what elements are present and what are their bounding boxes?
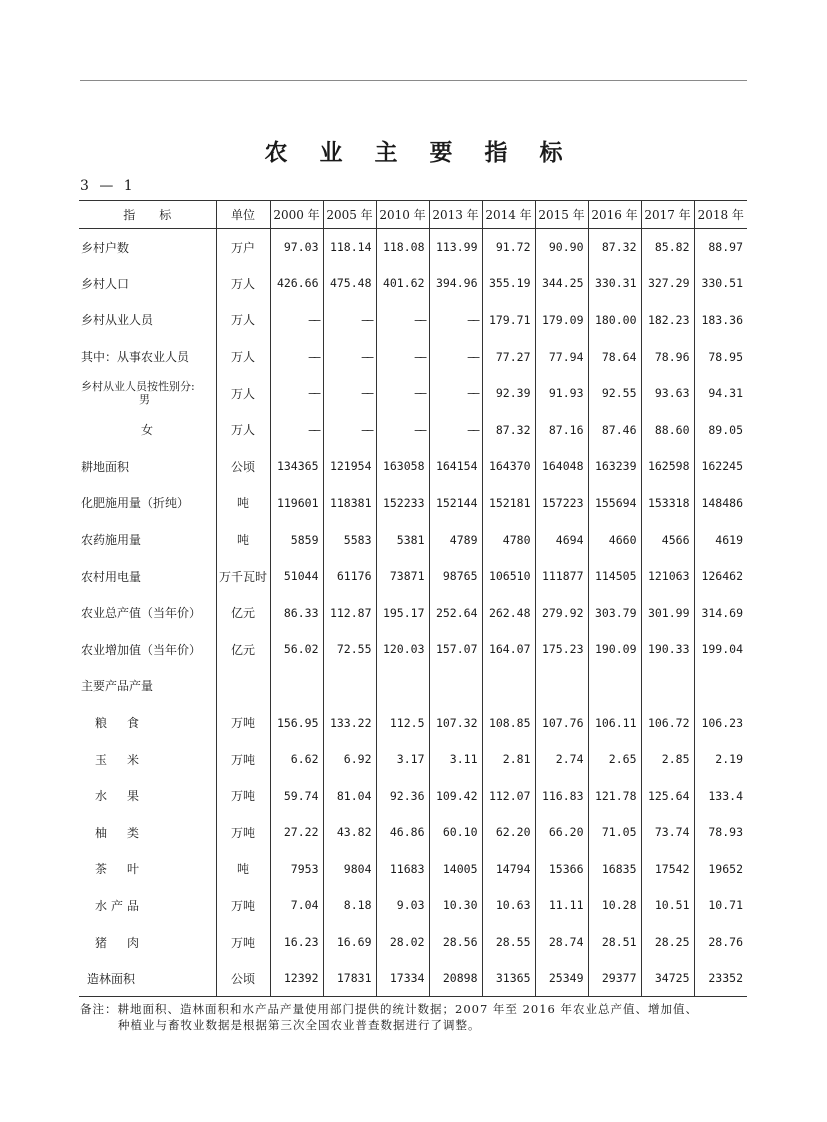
row-unit: 公顷 — [216, 448, 270, 485]
row-value: 125.64 — [641, 777, 694, 814]
footnote-line-2: 种植业与畜牧业数据是根据第三次全国农业普查数据进行了调整。 — [118, 1018, 481, 1032]
header-year: 2010 年 — [376, 201, 429, 229]
row-value: 314.69 — [694, 594, 747, 631]
table-row — [79, 338, 747, 375]
row-value: 2.65 — [588, 741, 641, 778]
row-value: 303.79 — [588, 594, 641, 631]
row-value: 87.46 — [588, 411, 641, 448]
row-value: 118.08 — [376, 229, 429, 266]
table-row — [79, 814, 747, 851]
row-value: 71.05 — [588, 814, 641, 851]
row-value: 112.5 — [376, 704, 429, 741]
row-value: 190.09 — [588, 631, 641, 668]
row-value — [641, 668, 694, 705]
row-unit — [216, 668, 270, 705]
row-value: 12392 — [270, 960, 323, 997]
row-unit: 万人 — [216, 375, 270, 412]
row-indicator: 粮 食 — [95, 716, 144, 731]
row-value: 164.07 — [482, 631, 535, 668]
row-indicator: 农业总产值（当年价） — [81, 606, 202, 621]
table-header-row — [79, 201, 747, 229]
table-row — [79, 558, 747, 595]
row-value: 28.74 — [535, 924, 588, 961]
row-value: 475.48 — [323, 265, 376, 302]
row-unit: 万人 — [216, 411, 270, 448]
row-value: 106510 — [482, 558, 535, 595]
row-value: 108.85 — [482, 704, 535, 741]
row-value: 78.64 — [588, 338, 641, 375]
row-value — [376, 668, 429, 705]
row-value: 163058 — [376, 448, 429, 485]
table-row — [79, 448, 747, 485]
row-value: 3.11 — [429, 741, 482, 778]
row-value: —— — [376, 338, 429, 375]
row-value: 119601 — [270, 485, 323, 522]
row-value: 179.09 — [535, 302, 588, 339]
row-value: 156.95 — [270, 704, 323, 741]
row-value: 17831 — [323, 960, 376, 997]
row-value: 301.99 — [641, 594, 694, 631]
row-value: 112.07 — [482, 777, 535, 814]
table-number: 3 — 1 — [80, 178, 136, 194]
row-value: 344.25 — [535, 265, 588, 302]
row-value: 152233 — [376, 485, 429, 522]
row-unit: 吨 — [216, 485, 270, 522]
row-value: 16835 — [588, 851, 641, 888]
row-value: 9.03 — [376, 887, 429, 924]
row-indicator: 耕地面积 — [81, 459, 130, 474]
row-value: 16.69 — [323, 924, 376, 961]
row-value: 86.33 — [270, 594, 323, 631]
row-value: 401.62 — [376, 265, 429, 302]
row-indicator: 造林面积 — [79, 960, 216, 997]
row-unit: 万吨 — [216, 887, 270, 924]
row-value: 121063 — [641, 558, 694, 595]
row-value: 133.22 — [323, 704, 376, 741]
row-value: 77.94 — [535, 338, 588, 375]
row-value: 9804 — [323, 851, 376, 888]
row-value — [323, 668, 376, 705]
row-indicator — [79, 375, 216, 412]
row-indicator-line-1: 乡村从业人员按性别分: — [81, 380, 195, 394]
row-indicator: 乡村人口 — [81, 276, 130, 291]
row-value: 195.17 — [376, 594, 429, 631]
row-value: 118.14 — [323, 229, 376, 266]
row-value: 330.51 — [694, 265, 747, 302]
row-value: 2.81 — [482, 741, 535, 778]
row-value: —— — [323, 338, 376, 375]
row-value: 134365 — [270, 448, 323, 485]
row-value: 126462 — [694, 558, 747, 595]
row-value: —— — [270, 375, 323, 412]
row-value: 56.02 — [270, 631, 323, 668]
row-value: 5583 — [323, 521, 376, 558]
row-value: 327.29 — [641, 265, 694, 302]
row-value: 43.82 — [323, 814, 376, 851]
row-value: 133.4 — [694, 777, 747, 814]
row-indicator: 化肥施用量（折纯） — [81, 496, 190, 511]
row-value: 121.78 — [588, 777, 641, 814]
row-value: 81.04 — [323, 777, 376, 814]
row-value: —— — [376, 375, 429, 412]
row-value: 90.90 — [535, 229, 588, 266]
row-value: 106.23 — [694, 704, 747, 741]
footnote-line-1: 备注：耕地面积、造林面积和水产品产量使用部门提供的统计数据；2007 年至 2016 年农业总产值、增加值、 — [80, 1002, 698, 1016]
page-title: 农 业 主 要 指 标 — [264, 140, 575, 166]
row-value: 17334 — [376, 960, 429, 997]
table-row — [79, 631, 747, 668]
row-value: 61176 — [323, 558, 376, 595]
row-value: 179.71 — [482, 302, 535, 339]
row-value: 157.07 — [429, 631, 482, 668]
row-value: —— — [429, 375, 482, 412]
row-value: —— — [270, 302, 323, 339]
table-row — [79, 704, 747, 741]
row-value: 88.97 — [694, 229, 747, 266]
row-value: 85.82 — [641, 229, 694, 266]
row-indicator: 水产品 — [95, 898, 144, 913]
table-row — [79, 777, 747, 814]
row-value: 148486 — [694, 485, 747, 522]
row-unit: 万吨 — [216, 704, 270, 741]
row-value: 73871 — [376, 558, 429, 595]
row-value: 164154 — [429, 448, 482, 485]
row-value: —— — [270, 338, 323, 375]
row-value: 28.56 — [429, 924, 482, 961]
row-indicator-line-2: 男 — [139, 393, 150, 407]
row-value: 152181 — [482, 485, 535, 522]
row-value: 51044 — [270, 558, 323, 595]
row-value: 28.76 — [694, 924, 747, 961]
row-value: 252.64 — [429, 594, 482, 631]
row-value: 111877 — [535, 558, 588, 595]
row-value: 77.27 — [482, 338, 535, 375]
row-indicator: 茶 叶 — [95, 862, 144, 877]
row-unit: 亿元 — [216, 631, 270, 668]
row-value: —— — [323, 411, 376, 448]
row-value: 162245 — [694, 448, 747, 485]
row-indicator: 水 果 — [95, 789, 144, 804]
row-value: 121954 — [323, 448, 376, 485]
row-value: 28.25 — [641, 924, 694, 961]
row-value: 34725 — [641, 960, 694, 997]
header-year: 2016 年 — [588, 201, 641, 229]
row-value: 92.36 — [376, 777, 429, 814]
row-unit: 吨 — [216, 851, 270, 888]
row-value: 87.32 — [482, 411, 535, 448]
row-value: 355.19 — [482, 265, 535, 302]
row-value: 11.11 — [535, 887, 588, 924]
row-value: 28.55 — [482, 924, 535, 961]
row-unit: 万人 — [216, 338, 270, 375]
row-unit: 万吨 — [216, 741, 270, 778]
table-row — [79, 411, 747, 448]
row-value: 153318 — [641, 485, 694, 522]
row-unit: 吨 — [216, 521, 270, 558]
row-value: 426.66 — [270, 265, 323, 302]
row-value: 4566 — [641, 521, 694, 558]
header-year: 2005 年 — [323, 201, 376, 229]
header-year: 2013 年 — [429, 201, 482, 229]
row-value — [694, 668, 747, 705]
row-value — [429, 668, 482, 705]
row-value: 19652 — [694, 851, 747, 888]
row-unit: 万户 — [216, 229, 270, 266]
row-value: 17542 — [641, 851, 694, 888]
row-indicator: 农药施用量 — [81, 533, 142, 548]
row-value: 87.32 — [588, 229, 641, 266]
row-value: 7953 — [270, 851, 323, 888]
row-unit: 万人 — [216, 265, 270, 302]
row-value: —— — [376, 411, 429, 448]
row-value: 162598 — [641, 448, 694, 485]
row-value: —— — [323, 375, 376, 412]
row-value: 3.17 — [376, 741, 429, 778]
row-indicator: 女 — [141, 423, 154, 438]
row-value: 62.20 — [482, 814, 535, 851]
row-value: 91.72 — [482, 229, 535, 266]
row-value: —— — [323, 302, 376, 339]
row-unit: 万吨 — [216, 777, 270, 814]
row-value: 8.18 — [323, 887, 376, 924]
row-indicator: 其中：从事农业人员 — [81, 350, 190, 365]
row-value: 106.11 — [588, 704, 641, 741]
row-value: 20898 — [429, 960, 482, 997]
row-value: 10.28 — [588, 887, 641, 924]
row-value: 279.92 — [535, 594, 588, 631]
row-value: 183.36 — [694, 302, 747, 339]
row-value: 94.31 — [694, 375, 747, 412]
row-value: 89.05 — [694, 411, 747, 448]
table-row — [79, 229, 747, 266]
row-value: 16.23 — [270, 924, 323, 961]
row-value: 112.87 — [323, 594, 376, 631]
row-indicator: 农业增加值（当年价） — [81, 642, 202, 657]
row-value: —— — [376, 302, 429, 339]
row-value: 10.51 — [641, 887, 694, 924]
row-value: 4780 — [482, 521, 535, 558]
row-value: 66.20 — [535, 814, 588, 851]
row-unit: 亿元 — [216, 594, 270, 631]
row-value: 78.96 — [641, 338, 694, 375]
row-value — [535, 668, 588, 705]
row-value — [482, 668, 535, 705]
row-value: 4660 — [588, 521, 641, 558]
row-indicator: 猪 肉 — [95, 935, 144, 950]
table-row — [79, 960, 747, 997]
table-row — [79, 375, 747, 412]
row-value: 92.55 — [588, 375, 641, 412]
row-value: 27.22 — [270, 814, 323, 851]
row-value: 46.86 — [376, 814, 429, 851]
row-value: 10.30 — [429, 887, 482, 924]
table-row — [79, 851, 747, 888]
row-value: 15366 — [535, 851, 588, 888]
row-value: 2.85 — [641, 741, 694, 778]
row-value: 5859 — [270, 521, 323, 558]
row-value: 182.23 — [641, 302, 694, 339]
row-value: 2.19 — [694, 741, 747, 778]
row-value: 14005 — [429, 851, 482, 888]
row-value: 190.33 — [641, 631, 694, 668]
table-row — [79, 265, 747, 302]
row-value: 330.31 — [588, 265, 641, 302]
top-rule — [80, 80, 747, 81]
row-value: 4789 — [429, 521, 482, 558]
row-indicator: 农村用电量 — [81, 569, 142, 584]
row-value: 93.63 — [641, 375, 694, 412]
row-value: 11683 — [376, 851, 429, 888]
row-value: 60.10 — [429, 814, 482, 851]
header-year: 2000 年 — [270, 201, 323, 229]
row-value: 262.48 — [482, 594, 535, 631]
table-row — [79, 924, 747, 961]
row-value: 10.71 — [694, 887, 747, 924]
row-indicator: 乡村从业人员 — [81, 313, 154, 328]
row-value: 157223 — [535, 485, 588, 522]
row-value: 164370 — [482, 448, 535, 485]
table-row — [79, 741, 747, 778]
row-unit: 万吨 — [216, 814, 270, 851]
row-value — [270, 668, 323, 705]
table-row — [79, 485, 747, 522]
row-value: 72.55 — [323, 631, 376, 668]
row-value: 59.74 — [270, 777, 323, 814]
row-value: 113.99 — [429, 229, 482, 266]
row-value: 25349 — [535, 960, 588, 997]
table-row — [79, 668, 747, 705]
row-value: 4694 — [535, 521, 588, 558]
row-value: 73.74 — [641, 814, 694, 851]
row-unit: 万千瓦时 — [216, 558, 270, 595]
row-unit: 万人 — [216, 302, 270, 339]
row-value: 14794 — [482, 851, 535, 888]
row-value: 23352 — [694, 960, 747, 997]
header-year: 2014 年 — [482, 201, 535, 229]
row-value: 7.04 — [270, 887, 323, 924]
row-value: 180.00 — [588, 302, 641, 339]
row-value: 175.23 — [535, 631, 588, 668]
row-value: 118381 — [323, 485, 376, 522]
indicator-table — [79, 200, 747, 997]
table-row — [79, 594, 747, 631]
row-value: 163239 — [588, 448, 641, 485]
row-value: 120.03 — [376, 631, 429, 668]
row-value: 152144 — [429, 485, 482, 522]
row-value: 97.03 — [270, 229, 323, 266]
row-value: 2.74 — [535, 741, 588, 778]
row-value: 4619 — [694, 521, 747, 558]
row-value: 107.76 — [535, 704, 588, 741]
row-unit: 万吨 — [216, 924, 270, 961]
table-row — [79, 521, 747, 558]
row-indicator: 柚 类 — [95, 825, 144, 840]
header-year: 2015 年 — [535, 201, 588, 229]
row-value: 394.96 — [429, 265, 482, 302]
header-unit: 单位 — [216, 201, 270, 229]
row-value — [588, 668, 641, 705]
row-value: 28.51 — [588, 924, 641, 961]
row-value: 31365 — [482, 960, 535, 997]
row-value: —— — [270, 411, 323, 448]
row-value: 109.42 — [429, 777, 482, 814]
row-value: 5381 — [376, 521, 429, 558]
row-value: 91.93 — [535, 375, 588, 412]
row-value: 92.39 — [482, 375, 535, 412]
row-value: 28.02 — [376, 924, 429, 961]
row-indicator: 主要产品产量 — [81, 679, 154, 694]
row-value: 29377 — [588, 960, 641, 997]
row-value: —— — [429, 338, 482, 375]
row-indicator: 乡村户数 — [81, 240, 130, 255]
row-value: 6.92 — [323, 741, 376, 778]
row-value: 106.72 — [641, 704, 694, 741]
header-indicator: 指 标 — [79, 201, 216, 229]
row-indicator: 玉 米 — [95, 752, 144, 767]
row-value: —— — [429, 302, 482, 339]
row-value: 78.93 — [694, 814, 747, 851]
header-year: 2018 年 — [694, 201, 747, 229]
row-value: 10.63 — [482, 887, 535, 924]
row-value: 199.04 — [694, 631, 747, 668]
row-value: 107.32 — [429, 704, 482, 741]
row-unit: 公顷 — [216, 960, 270, 997]
table-row — [79, 887, 747, 924]
row-value: 116.83 — [535, 777, 588, 814]
row-value: 98765 — [429, 558, 482, 595]
row-value: 6.62 — [270, 741, 323, 778]
row-value: 87.16 — [535, 411, 588, 448]
footnote — [80, 1001, 760, 1033]
row-value: 114505 — [588, 558, 641, 595]
row-value: 78.95 — [694, 338, 747, 375]
table-row — [79, 302, 747, 339]
header-year: 2017 年 — [641, 201, 694, 229]
row-value: 164048 — [535, 448, 588, 485]
row-value: 88.60 — [641, 411, 694, 448]
row-value: 155694 — [588, 485, 641, 522]
row-value: —— — [429, 411, 482, 448]
